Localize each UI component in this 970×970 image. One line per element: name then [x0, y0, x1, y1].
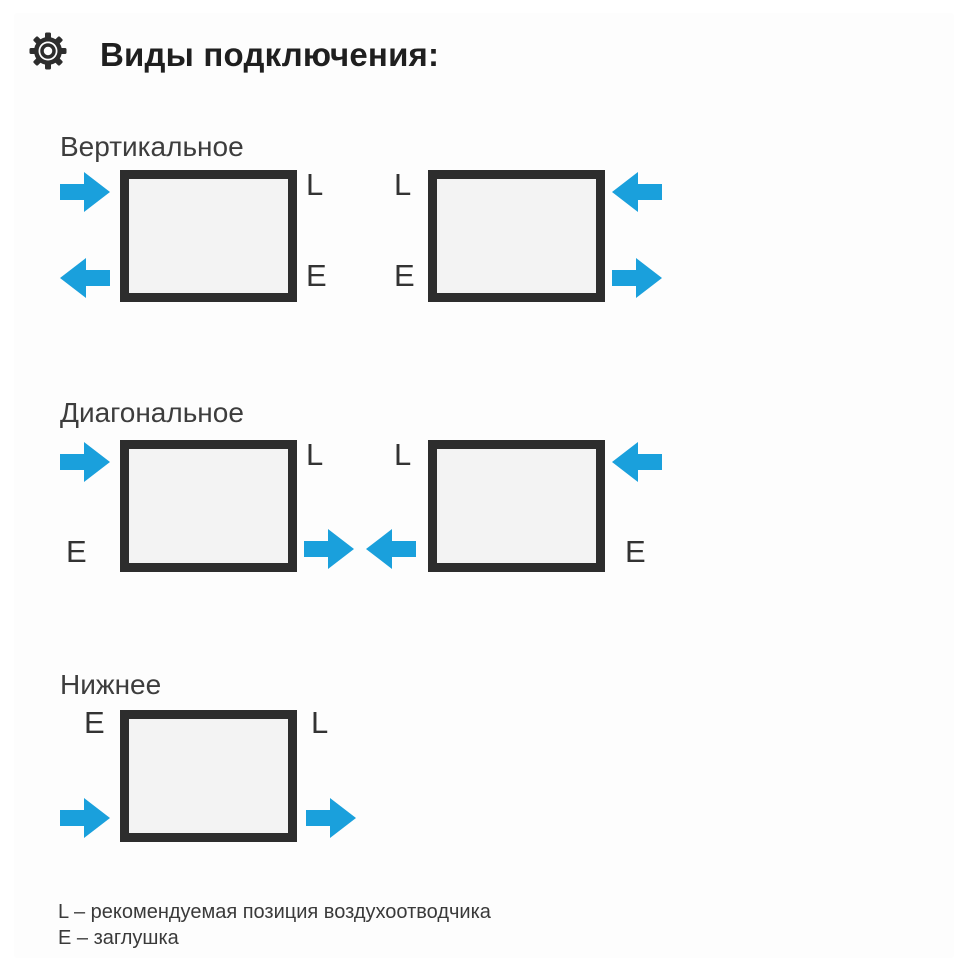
- section-title-vertical: Вертикальное: [60, 131, 244, 162]
- letter-l-label: L: [394, 167, 412, 202]
- letter-l-label: L: [306, 167, 324, 202]
- radiator-rect: [428, 440, 605, 572]
- letter-l-label: L: [394, 437, 412, 472]
- legend-line-l: L – рекомендуемая позиция воздухоотводчика: [58, 901, 491, 923]
- letter-e-label: E: [66, 534, 87, 569]
- letter-e-label: E: [84, 705, 105, 740]
- arrow-left-icon: [612, 442, 662, 482]
- letter-e-label: E: [625, 534, 646, 569]
- radiator-rect: [120, 710, 297, 842]
- page-title: Виды подключения:: [100, 36, 440, 73]
- letter-e-label: E: [306, 258, 327, 293]
- letter-l-label: L: [306, 437, 324, 472]
- section-title-bottom: Нижнее: [60, 669, 162, 700]
- arrow-right-icon: [60, 172, 110, 212]
- arrow-right-icon: [306, 798, 356, 838]
- letter-e-label: E: [394, 258, 415, 293]
- radiator-rect: [120, 440, 297, 572]
- arrow-right-icon: [60, 442, 110, 482]
- radiator-rect: [120, 170, 297, 302]
- arrow-left-icon: [60, 258, 110, 298]
- radiator-rect: [428, 170, 605, 302]
- legend-line-e: E – заглушка: [58, 927, 179, 949]
- section-title-diagonal: Диагональное: [60, 397, 244, 428]
- arrow-right-icon: [304, 529, 354, 569]
- arrow-left-icon: [612, 172, 662, 212]
- letter-l-label: L: [311, 705, 329, 740]
- gear-icon: [28, 31, 68, 71]
- arrow-left-icon: [366, 529, 416, 569]
- arrow-right-icon: [60, 798, 110, 838]
- arrow-right-icon: [612, 258, 662, 298]
- legend: [58, 899, 491, 951]
